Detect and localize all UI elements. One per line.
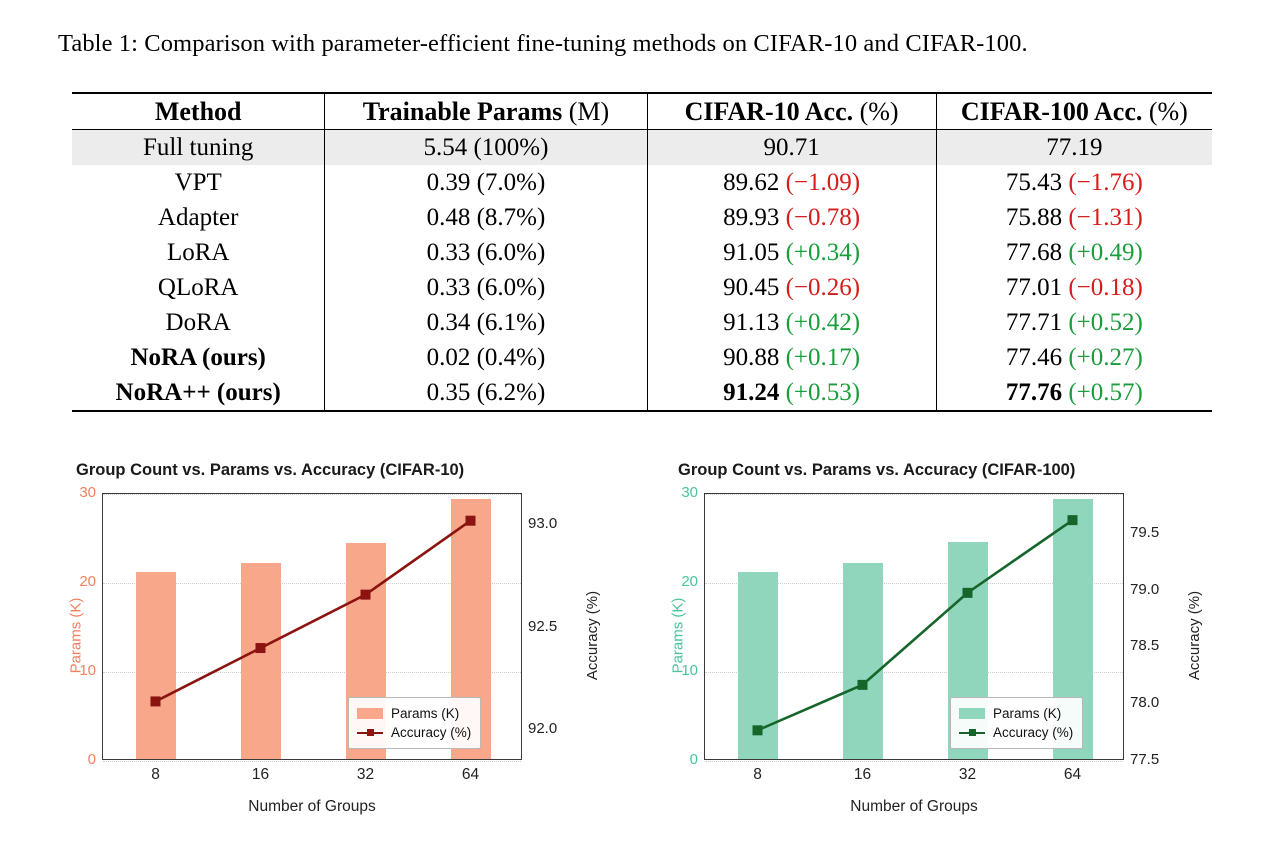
cell-cifar10-acc bbox=[648, 130, 937, 166]
cell-method: NoRA++ (ours) bbox=[115, 379, 281, 406]
cell-method: QLoRA bbox=[157, 274, 239, 301]
y-axis-tick-left: 20 bbox=[681, 573, 698, 590]
cell-trainable-params: 0.39 (7.0%) bbox=[426, 169, 546, 196]
y-axis-tick-right: 78.0 bbox=[1130, 694, 1160, 712]
cell-method: VPT bbox=[174, 169, 222, 196]
cell-cifar100-acc bbox=[937, 165, 1212, 200]
x-axis-tick: 32 bbox=[356, 766, 375, 783]
y-axis-tick-right: 78.5 bbox=[1130, 637, 1160, 655]
cell-trainable-params: 0.48 (8.7%) bbox=[426, 204, 546, 231]
legend-label: Accuracy (%) bbox=[993, 725, 1074, 740]
y-axis-tick-left: 20 bbox=[79, 573, 96, 590]
accuracy-value: 90.71 bbox=[763, 134, 820, 161]
accuracy-value: 77.71 bbox=[1005, 309, 1063, 336]
legend-line-swatch-icon bbox=[357, 727, 383, 738]
legend-item-accuracy bbox=[959, 723, 1073, 742]
cell-method: NoRA (ours) bbox=[130, 344, 266, 371]
x-axis-tick: 64 bbox=[1063, 766, 1082, 783]
accuracy-delta: (−1.76) bbox=[1068, 169, 1143, 196]
y-axis-tick-left: 10 bbox=[681, 662, 698, 679]
y-axis-tick-left: 10 bbox=[79, 662, 96, 679]
accuracy-delta: (+0.34) bbox=[785, 239, 861, 266]
accuracy-value: 89.93 bbox=[723, 204, 780, 231]
legend-item-accuracy bbox=[357, 723, 471, 742]
gridline bbox=[705, 761, 1123, 762]
legend-line-swatch-icon bbox=[959, 727, 985, 738]
chart-panel-cifar10 bbox=[48, 455, 608, 845]
y-axis-label-right: Accuracy (%) bbox=[584, 590, 602, 681]
header-cifar10-unit: (%) bbox=[859, 97, 899, 126]
table-row bbox=[72, 270, 1212, 305]
x-axis-tick: 8 bbox=[753, 766, 762, 783]
cell-cifar10-acc bbox=[648, 375, 937, 411]
legend-item-params bbox=[357, 704, 471, 723]
table-row bbox=[72, 130, 1212, 166]
cell-cifar100-acc bbox=[937, 200, 1212, 235]
cell-cifar10-acc bbox=[648, 165, 937, 200]
y-axis-tick-right: 79.5 bbox=[1130, 523, 1160, 541]
header-cifar10 bbox=[648, 93, 937, 130]
cell-trainable-params: 0.35 (6.2%) bbox=[426, 379, 546, 406]
accuracy-value: 89.62 bbox=[723, 169, 780, 196]
x-axis-tick: 16 bbox=[853, 766, 872, 783]
table-row bbox=[72, 165, 1212, 200]
x-axis-tick: 8 bbox=[151, 766, 160, 783]
cell-method: Full tuning bbox=[72, 130, 325, 166]
y-axis-tick-right: 92.5 bbox=[528, 617, 558, 635]
cell-cifar10-acc bbox=[648, 270, 937, 305]
table-body bbox=[72, 130, 1212, 412]
x-axis-tick: 32 bbox=[958, 766, 977, 783]
charts-container bbox=[0, 455, 1285, 845]
x-axis-tick: 16 bbox=[251, 766, 270, 783]
header-params bbox=[325, 93, 647, 130]
accuracy-delta: (+0.53) bbox=[785, 379, 861, 406]
table-row bbox=[72, 375, 1212, 411]
cell-cifar100-acc bbox=[937, 130, 1212, 166]
header-cifar100 bbox=[937, 93, 1212, 130]
cell-trainable-params: 0.02 (0.4%) bbox=[426, 344, 546, 371]
chart-title: Group Count vs. Params vs. Accuracy (CIFAR-10) bbox=[76, 461, 465, 479]
header-method bbox=[72, 93, 325, 130]
y-axis-tick-left: 30 bbox=[681, 484, 698, 501]
header-cifar100-unit: (%) bbox=[1148, 97, 1188, 126]
accuracy-value: 91.24 bbox=[723, 379, 780, 406]
table-row bbox=[72, 305, 1212, 340]
x-axis-tick: 64 bbox=[461, 766, 480, 783]
legend-label: Accuracy (%) bbox=[391, 725, 472, 740]
legend-bar-swatch-icon bbox=[357, 708, 383, 719]
cell-cifar100-acc bbox=[937, 305, 1212, 340]
chart-legend bbox=[950, 697, 1083, 749]
cell-trainable-params: 5.54 (100%) bbox=[325, 130, 647, 166]
accuracy-value: 91.05 bbox=[723, 239, 780, 266]
accuracy-value: 77.46 bbox=[1005, 344, 1063, 371]
header-params-unit: (M) bbox=[568, 97, 610, 126]
comparison-table-container bbox=[72, 92, 1212, 412]
legend-label: Params (K) bbox=[391, 706, 460, 721]
x-axis-label: Number of Groups bbox=[248, 798, 376, 815]
legend-item-params bbox=[959, 704, 1073, 723]
table-row bbox=[72, 340, 1212, 375]
cell-cifar10-acc bbox=[648, 200, 937, 235]
accuracy-value: 75.43 bbox=[1005, 169, 1063, 196]
accuracy-value: 90.45 bbox=[723, 274, 780, 301]
cell-trainable-params: 0.33 (6.0%) bbox=[426, 239, 546, 266]
header-cifar100-label: CIFAR-100 Acc. bbox=[960, 97, 1143, 126]
accuracy-delta: (+0.52) bbox=[1068, 309, 1143, 336]
header-cifar10-label: CIFAR-10 Acc. bbox=[684, 97, 854, 126]
table-caption: Table 1: Comparison with parameter-efficient fine-tuning methods on CIFAR-10 and CIFAR-100. bbox=[58, 30, 1028, 57]
accuracy-delta: (+0.17) bbox=[785, 344, 861, 371]
x-axis-label: Number of Groups bbox=[850, 798, 978, 815]
y-axis-label-left: Params (K) bbox=[67, 597, 85, 674]
table-row bbox=[72, 235, 1212, 270]
cell-cifar100-acc bbox=[937, 340, 1212, 375]
legend-bar-swatch-icon bbox=[959, 708, 985, 719]
cell-method: Adapter bbox=[157, 204, 239, 231]
accuracy-value: 75.88 bbox=[1005, 204, 1063, 231]
table-row bbox=[72, 200, 1212, 235]
y-axis-label-left: Params (K) bbox=[669, 597, 687, 674]
header-params-label: Trainable Params bbox=[362, 97, 563, 126]
chart-title: Group Count vs. Params vs. Accuracy (CIFAR-100) bbox=[678, 461, 1076, 479]
y-axis-label-right: Accuracy (%) bbox=[1186, 590, 1204, 681]
y-axis-tick-right: 92.0 bbox=[528, 720, 558, 738]
accuracy-delta: (+0.27) bbox=[1068, 344, 1143, 371]
header-method-label: Method bbox=[154, 97, 242, 126]
accuracy-value: 91.13 bbox=[723, 309, 780, 336]
accuracy-value: 77.76 bbox=[1005, 379, 1063, 406]
accuracy-delta: (+0.49) bbox=[1068, 239, 1143, 266]
cell-method: LoRA bbox=[166, 239, 230, 266]
cell-cifar100-acc bbox=[937, 235, 1212, 270]
cell-method: DoRA bbox=[165, 309, 231, 336]
y-axis-tick-right: 93.0 bbox=[528, 514, 558, 532]
cell-cifar10-acc bbox=[648, 305, 937, 340]
cell-cifar10-acc bbox=[648, 340, 937, 375]
table-header-row bbox=[72, 93, 1212, 130]
cell-trainable-params: 0.34 (6.1%) bbox=[426, 309, 546, 336]
accuracy-value: 77.01 bbox=[1005, 274, 1063, 301]
cell-cifar10-acc bbox=[648, 235, 937, 270]
chart-panel-cifar100 bbox=[650, 455, 1210, 845]
y-axis-tick-right: 77.5 bbox=[1130, 751, 1160, 768]
legend-label: Params (K) bbox=[993, 706, 1062, 721]
accuracy-delta: (+0.57) bbox=[1068, 379, 1143, 406]
cell-cifar100-acc bbox=[937, 375, 1212, 411]
y-axis-tick-left: 30 bbox=[79, 484, 96, 501]
accuracy-value: 90.88 bbox=[723, 344, 780, 371]
accuracy-delta: (−1.09) bbox=[785, 169, 861, 196]
y-axis-tick-left: 0 bbox=[689, 751, 698, 768]
accuracy-delta: (−1.31) bbox=[1068, 204, 1143, 231]
chart-legend bbox=[348, 697, 481, 749]
accuracy-delta: (−0.26) bbox=[785, 274, 861, 301]
cell-cifar100-acc bbox=[937, 270, 1212, 305]
gridline bbox=[103, 761, 521, 762]
y-axis-tick-left: 0 bbox=[87, 751, 96, 768]
comparison-table bbox=[72, 92, 1212, 412]
cell-trainable-params: 0.33 (6.0%) bbox=[426, 274, 546, 301]
accuracy-delta: (−0.78) bbox=[785, 204, 861, 231]
accuracy-delta: (−0.18) bbox=[1068, 274, 1143, 301]
accuracy-delta: (+0.42) bbox=[785, 309, 861, 336]
y-axis-tick-right: 79.0 bbox=[1130, 580, 1160, 598]
accuracy-value: 77.19 bbox=[1046, 134, 1103, 161]
accuracy-value: 77.68 bbox=[1005, 239, 1063, 266]
